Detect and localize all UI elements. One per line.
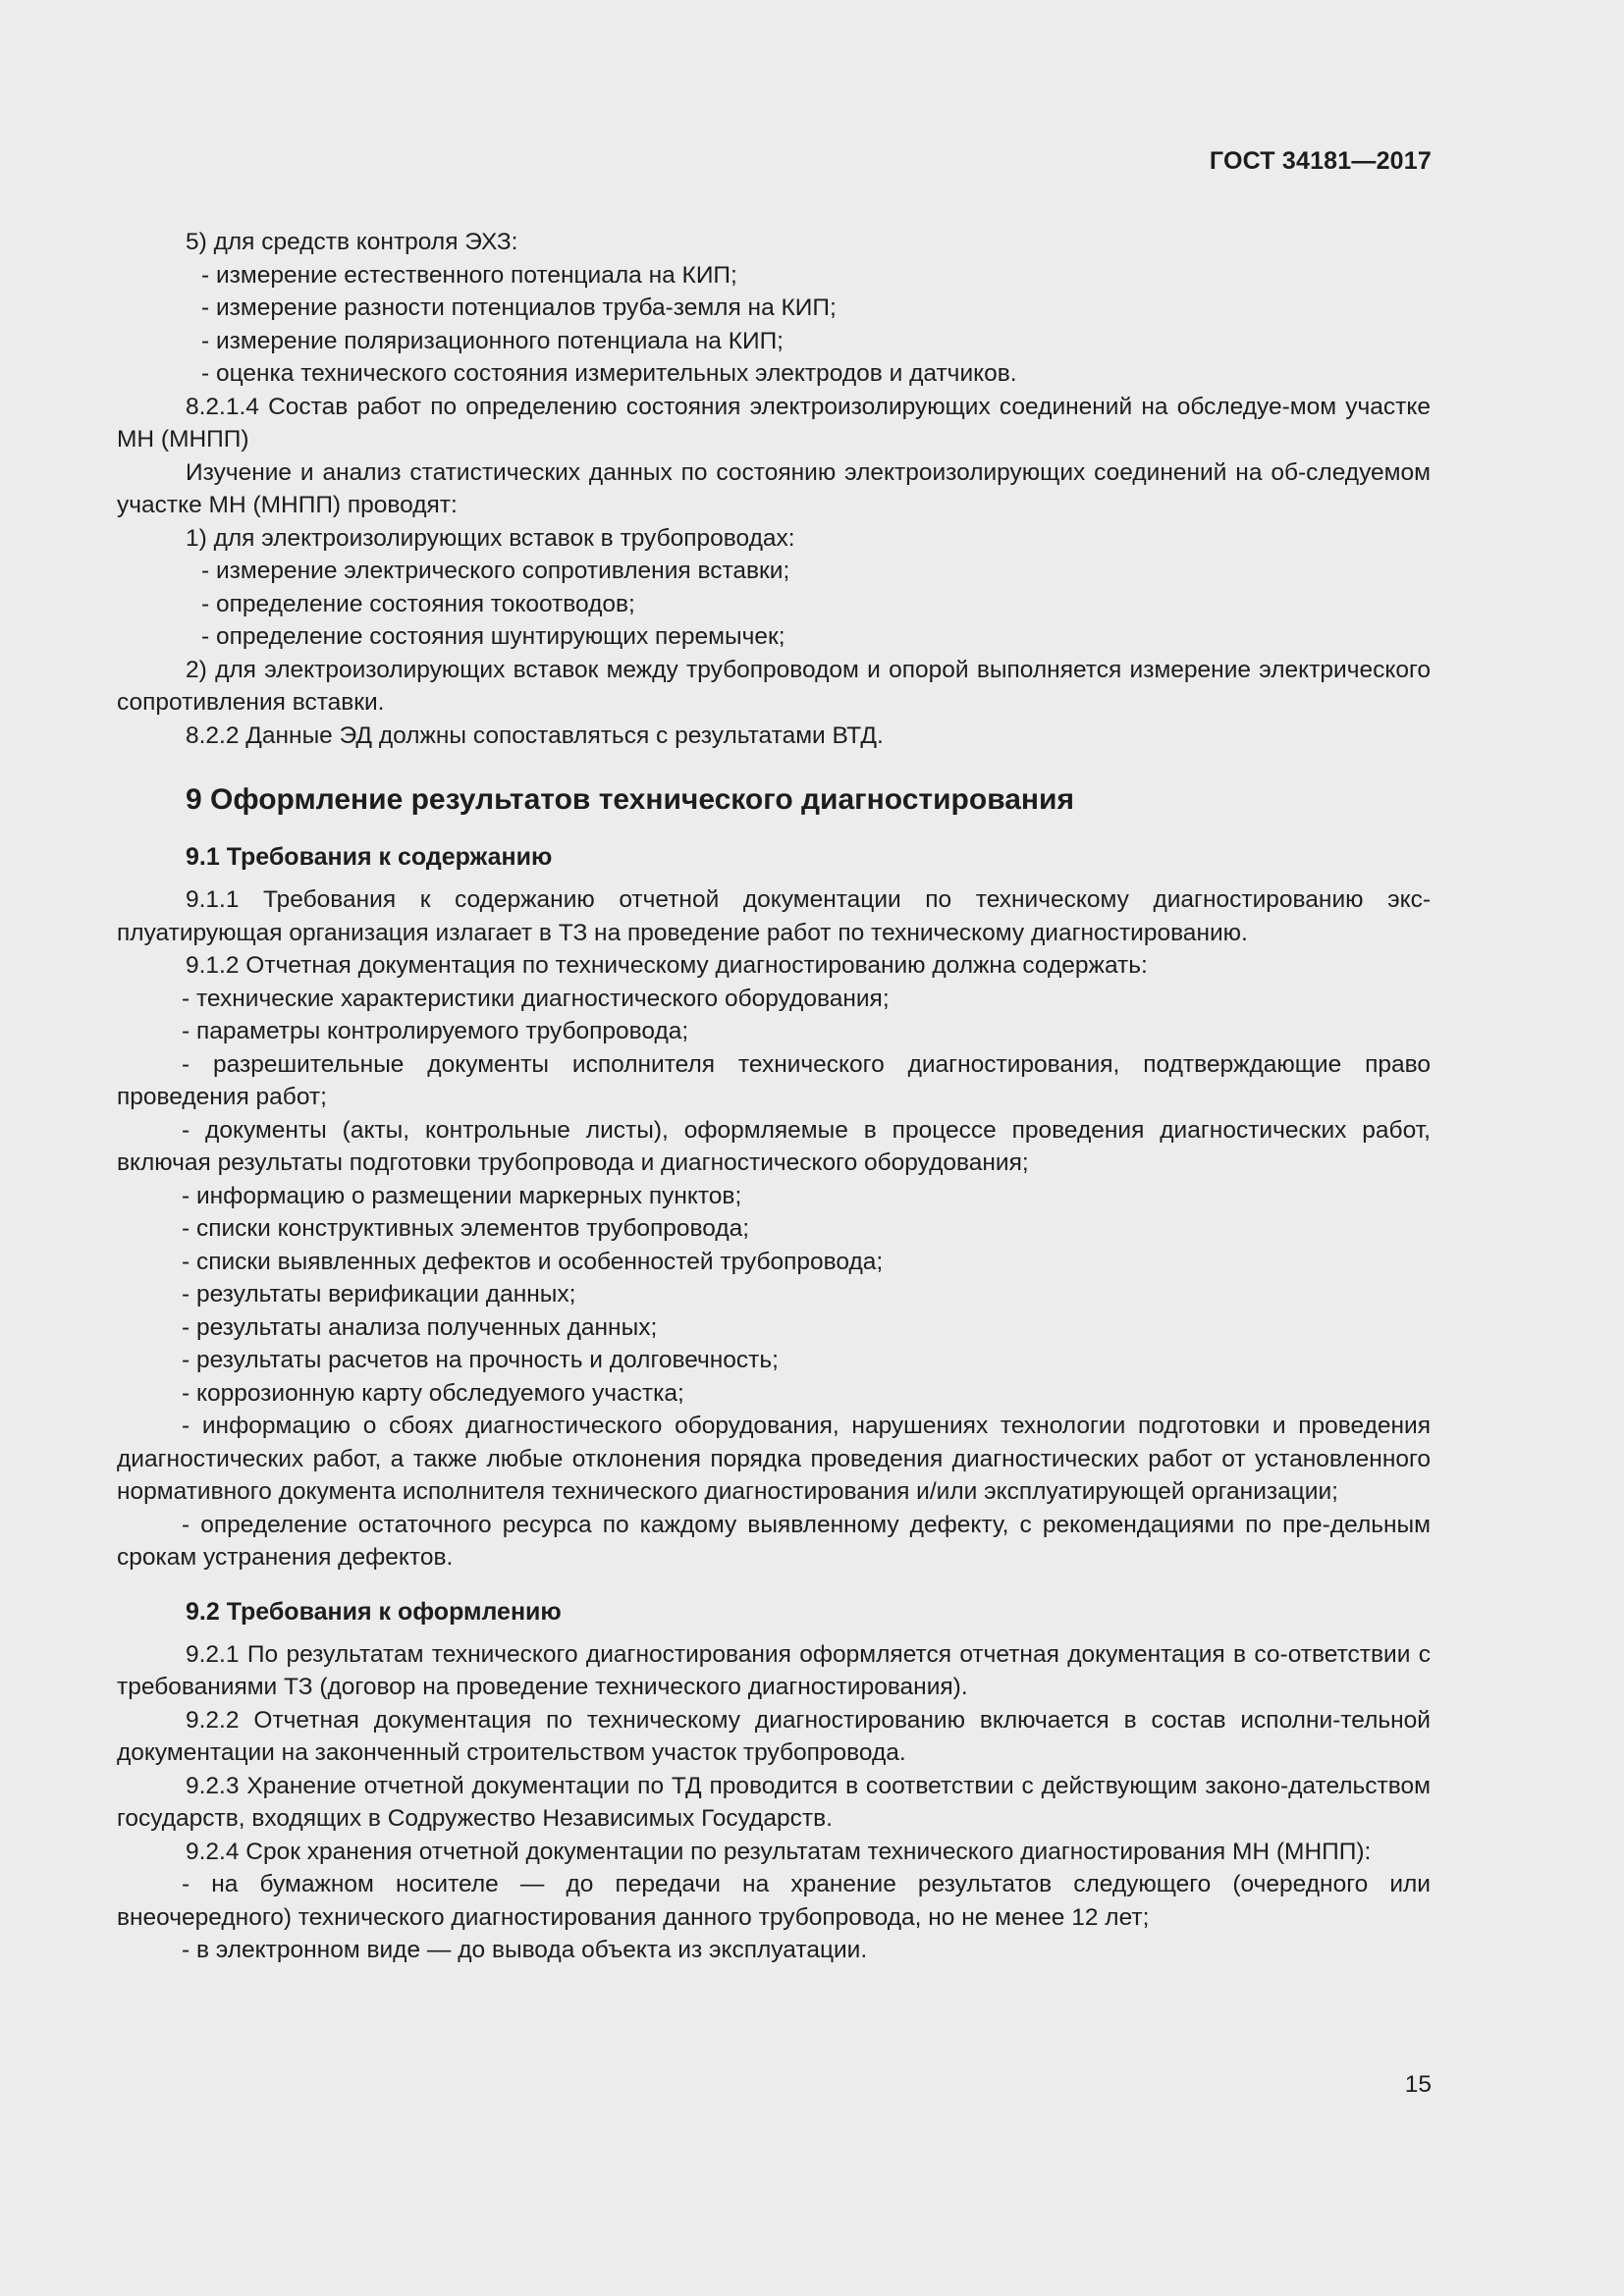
subsection-heading: 9.1 Требования к содержанию	[186, 843, 553, 871]
paragraph: 9.2.3 Хранение отчетной документации по ТД проводится в соответствии с действующим законо-дательством государств, входящих в Содружество Независимых Государств.	[117, 1772, 1431, 1832]
list-item: - на бумажном носителе — до передачи на хранение результатов следующего (очередного или внеочередного) технического диагностирования данного трубопровода, но не менее 12 лет;	[117, 1871, 1431, 1931]
paragraph: 8.2.1.4 Состав работ по определению состояния электроизолирующих соединений на обследуе-мом участке МН (МНПП)	[117, 393, 1431, 453]
paragraph: Изучение и анализ статистических данных по состоянию электроизолирующих соединений на об-следуемом участке МН (МНПП) проводят:	[117, 458, 1431, 518]
list-item: - измерение естественного потенциала на КИП;	[201, 261, 737, 289]
list-item: - измерение поляризационного потенциала на КИП;	[201, 327, 784, 354]
paragraph: 9.2.4 Срок хранения отчетной документации по результатам технического диагностирования МН (МНПП):	[186, 1838, 1372, 1865]
paragraph: 5) для средств контроля ЭХЗ:	[186, 229, 518, 255]
list-item: - определение остаточного ресурса по каждому выявленному дефекту, с рекомендациями по пре-дельным срокам устранения дефектов.	[117, 1511, 1431, 1571]
paragraph: 1) для электроизолирующих вставок в трубопроводах:	[186, 524, 795, 552]
list-item: - измерение разности потенциалов труба-земля на КИП;	[201, 294, 837, 321]
list-item: - определение состояния шунтирующих перемычек;	[201, 623, 785, 650]
list-item: - результаты анализа полученных данных;	[182, 1313, 658, 1341]
paragraph: 9.2.2 Отчетная документация по техническому диагностированию включается в состав исполни-тельной документации на законченный строительством участок трубопровода.	[117, 1706, 1431, 1766]
subsection-heading: 9.2 Требования к оформлению	[186, 1597, 562, 1626]
list-item: - списки выявленных дефектов и особенностей трубопровода;	[182, 1248, 884, 1275]
list-item: - технические характеристики диагностического оборудования;	[182, 985, 890, 1012]
list-item: - измерение электрического сопротивления вставки;	[201, 558, 790, 584]
paragraph: 9.1.2 Отчетная документация по техническому диагностированию должна содержать:	[186, 952, 1148, 979]
paragraph: 9.1.1 Требования к содержанию отчетной документации по техническому диагностированию экс-плуатирующая организация излагает в ТЗ на проведение работ по техническому диагностированию.	[117, 886, 1431, 946]
list-item: - коррозионную карту обследуемого участка;	[182, 1379, 684, 1407]
list-item: - результаты расчетов на прочность и долговечность;	[182, 1347, 779, 1373]
document-body	[117, 226, 1431, 1967]
list-item: - оценка технического состояния измерительных электродов и датчиков.	[201, 360, 1017, 387]
list-item: - документы (акты, контрольные листы), оформляемые в процессе проведения диагностических работ, включая результаты подготовки трубопровода и диагностического оборудования;	[117, 1116, 1431, 1176]
list-item: - информацию о сбоях диагностического оборудования, нарушениях технологии подготовки и проведения диагностических работ, а также любые отклонения порядка проведения диагностических работ от установленного нормативного документа исполнителя технического диагностирования и/или эксплуатирующей организации;	[117, 1413, 1431, 1505]
list-item: - определение состояния токоотводов;	[201, 590, 635, 617]
paragraph: 8.2.2 Данные ЭД должны сопоставляться с результатами ВТД.	[186, 721, 884, 749]
paragraph: 2) для электроизолирующих вставок между трубопроводом и опорой выполняется измерение электрического сопротивления вставки.	[117, 656, 1431, 716]
list-item: - списки конструктивных элементов трубопровода;	[182, 1215, 750, 1242]
list-item: - информацию о размещении маркерных пунктов;	[182, 1182, 742, 1209]
section-heading: 9 Оформление результатов технического диагностирования	[186, 783, 1074, 816]
page-number: 15	[1404, 2071, 1432, 2098]
list-item: - в электронном виде — до вывода объекта из эксплуатации.	[182, 1937, 868, 1963]
list-item: - результаты верификации данных;	[182, 1281, 576, 1308]
list-item: - разрешительные документы исполнителя технического диагностирования, подтверждающие право проведения работ;	[117, 1050, 1431, 1110]
document-code-header: ГОСТ 34181—2017	[1209, 147, 1432, 175]
list-item: - параметры контролируемого трубопровода;	[182, 1018, 689, 1044]
paragraph: 9.2.1 По результатам технического диагностирования оформляется отчетная документация в со-ответствии с требованиями ТЗ (договор на проведение технического диагностирования).	[117, 1640, 1431, 1700]
